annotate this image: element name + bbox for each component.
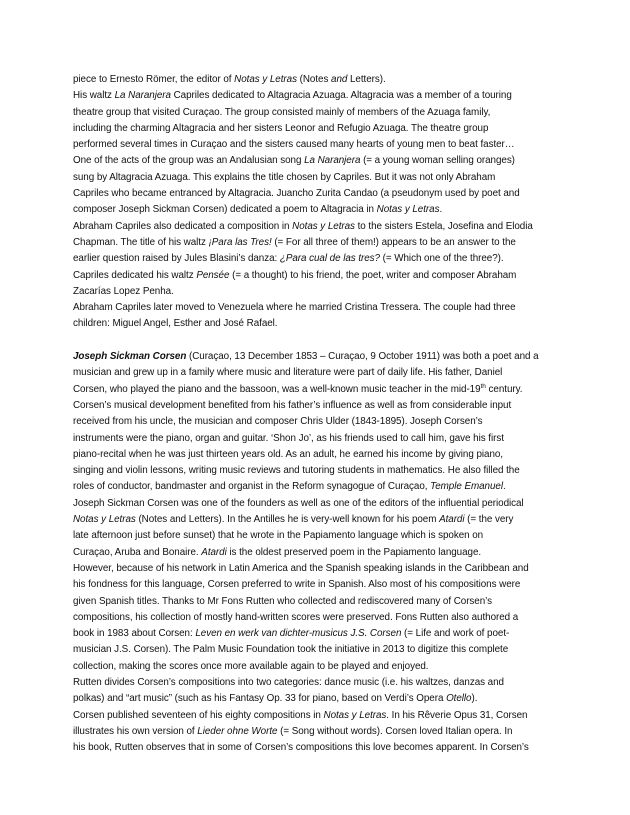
text-segment: roles of conductor, bandmaster and organist in the Reform synagogue of Curaçao, — [73, 481, 431, 493]
italic-title-text: La Naranjera — [304, 155, 361, 167]
text-segment: Corsen published seventeen of his eighty compositions in — [73, 709, 324, 721]
text-segment: . — [439, 204, 443, 216]
text-segment: Corsen, who played the piano and the bassoon, was a well-known music teacher in the mid-19 — [73, 383, 481, 395]
superscript-text: th — [480, 382, 486, 390]
text-line — [73, 512, 551, 528]
text-line — [73, 740, 551, 756]
text-segment: Letters). — [347, 74, 386, 85]
text-line — [73, 137, 551, 153]
text-segment: to the sisters Estela, Josefina and Elodia — [354, 220, 533, 232]
person-name-heading: Joseph Sickman Corsen — [73, 351, 187, 363]
text-segment: (= Which one of the three?). — [379, 253, 504, 265]
text-line — [73, 414, 551, 430]
text-line — [73, 284, 551, 300]
italic-title-text: Otello — [446, 693, 472, 705]
italic-title-text: Pensée — [196, 269, 230, 281]
text-line — [73, 121, 551, 137]
text-segment: instruments were the piano, organ and guitar. ‘Shon Jo’, as his friends used to call him, gave his first — [73, 432, 504, 444]
text-line — [73, 153, 551, 169]
text-segment: Capriles who became entranced by Altagracia. Juancho Zurita Candao (a pseudonym used by poet and — [73, 188, 520, 200]
text-segment: children: Miguel Angel, Esther and José Rafael. — [73, 318, 278, 330]
text-segment: (= the very — [464, 514, 514, 526]
text-line — [73, 594, 551, 610]
text-segment: theatre group that visited Curaçao. The group consisted mainly of members of the Azuaga family, — [73, 106, 491, 118]
text-segment: His waltz — [73, 90, 115, 102]
text-segment: However, because of his network in Latin America and the Spanish speaking islands in the Caribbean and — [73, 562, 529, 574]
text-segment: Rutten divides Corsen’s compositions into two categories: dance music (i.e. his waltzes, danzas and — [73, 676, 504, 688]
text-line — [73, 545, 551, 561]
text-segment: (Notes — [296, 74, 332, 85]
text-segment: including the charming Altagracia and her sisters Leonor and Refugio Azuaga. The theatre group — [73, 122, 489, 134]
text-line — [73, 219, 551, 235]
text-line — [73, 610, 551, 626]
text-segment: (Curaçao, 13 December 1853 – Curaçao, 9 October 1911) was both a poet and a — [186, 351, 539, 363]
text-segment: Curaçao, Aruba and Bonaire. — [73, 546, 202, 558]
text-segment: his book, Rutten observes that in some of Corsen’s compositions this love becomes apparent. In Corsen’s — [73, 742, 529, 754]
text-line — [73, 300, 551, 316]
text-segment: Abraham Capriles also dedicated a composition in — [73, 220, 293, 232]
italic-title-text: Notas y Letras — [73, 514, 136, 526]
text-segment: illustrates his own version of — [73, 725, 198, 737]
text-line — [73, 496, 551, 512]
text-segment: (= a thought) to his friend, the poet, writer and composer Abraham — [229, 269, 517, 281]
text-line — [73, 105, 551, 121]
paragraph-spacer — [73, 333, 551, 349]
text-segment: singing and violin lessons, writing music reviews and tutoring students in mathematics. He also filled the — [73, 465, 520, 477]
text-segment: piano-recital when he was just thirteen years old. As an adult, he earned his income by giving piano, — [73, 448, 503, 460]
italic-title-text: Leven en werk van dichter-musicus J.S. Corsen — [195, 628, 402, 640]
text-segment: (= Life and work of poet- — [401, 628, 510, 640]
text-segment: Zacarías Lopez Penha. — [73, 285, 174, 297]
italic-title-text: Atardi — [439, 514, 465, 526]
text-segment: received from his uncle, the musician and composer Chris Ulder (1843-1895). Joseph Corsen’s — [73, 416, 483, 428]
text-segment: Corsen’s musical development benefited from his father’s influence as well as from considerable input — [73, 399, 512, 411]
italic-title-text: and — [331, 74, 348, 85]
italic-title-text: Temple Emanuel — [430, 481, 503, 493]
text-segment: compositions, his collection of mostly hand-written scores were preserved. Fons Rutten also authored a — [73, 611, 519, 623]
text-line — [73, 202, 551, 218]
text-segment: book in 1983 about Corsen: — [73, 628, 196, 640]
text-segment: collection, making the scores once more available again to be played and enjoyed. — [73, 660, 429, 672]
text-line — [73, 642, 551, 658]
italic-title-text: Notas y Letras — [234, 74, 297, 85]
text-segment: One of the acts of the group was an Andalusian song — [73, 155, 305, 167]
text-segment: polkas) and “art music” (such as his Fantasy Op. 33 for piano, based on Verdi’s Opera — [73, 693, 447, 705]
text-line — [73, 186, 551, 202]
text-line — [73, 708, 551, 724]
text-segment: piece to Ernesto Römer, the editor of — [73, 74, 235, 85]
italic-title-text: ¡Para las Tres! — [208, 236, 272, 248]
italic-title-text: Notas y Letras — [292, 220, 355, 232]
text-segment: musician J.S. Corsen). The Palm Music Foundation took the initiative in 2013 to digitize this complete — [73, 644, 509, 656]
text-line — [73, 675, 551, 691]
text-line — [73, 316, 551, 332]
text-segment: . In his Rêverie Opus 31, Corsen — [386, 709, 528, 721]
text-line — [73, 691, 551, 707]
text-segment: late afternoon just before sunset) that he wrote in the Papiamento language which is spoken on — [73, 530, 484, 542]
text-line — [73, 479, 551, 495]
body-text — [73, 72, 551, 756]
text-segment: . — [502, 481, 506, 493]
text-line — [73, 659, 551, 675]
text-line — [73, 268, 551, 284]
text-segment: century. — [485, 383, 523, 395]
text-segment: is the oldest preserved poem in the Papiamento language. — [226, 546, 482, 558]
text-line — [73, 382, 551, 398]
text-segment: (= a young woman selling oranges) — [360, 155, 515, 167]
text-line — [73, 235, 551, 251]
text-segment: his fondness for this language, Corsen preferred to write in Spanish. Also most of his compositions were — [73, 579, 521, 591]
text-line — [73, 431, 551, 447]
text-line — [73, 626, 551, 642]
text-segment: Chapman. The title of his waltz — [73, 236, 209, 248]
text-line — [73, 349, 551, 365]
text-segment: Capriles dedicated his waltz — [73, 269, 197, 281]
text-segment: Capriles dedicated to Altagracia Azuaga. Altagracia was a member of a touring — [170, 90, 512, 102]
text-line — [73, 724, 551, 740]
text-segment: given Spanish titles. Thanks to Mr Fons Rutten who collected and rediscovered many of Corsen’s — [73, 595, 492, 607]
text-line — [73, 447, 551, 463]
text-line — [73, 72, 551, 88]
text-segment: composer Joseph Sickman Corsen) dedicated a poem to Altagracia in — [73, 204, 377, 216]
text-segment: (= Song without words). Corsen loved Italian opera. In — [277, 725, 513, 737]
text-segment: Abraham Capriles later moved to Venezuela where he married Cristina Tressera. The couple had three — [73, 302, 516, 314]
text-line — [73, 528, 551, 544]
text-line — [73, 251, 551, 267]
text-line — [73, 365, 551, 381]
text-segment: Joseph Sickman Corsen was one of the founders as well as one of the editors of the influential periodical — [73, 497, 524, 509]
italic-title-text: La Naranjera — [114, 90, 171, 102]
italic-title-text: ¿Para cual de las tres? — [279, 253, 380, 265]
text-line — [73, 88, 551, 104]
text-segment: (Notes and Letters). In the Antilles he is very-well known for his poem — [135, 514, 440, 526]
italic-title-text: Atardi — [201, 546, 227, 558]
italic-title-text: Notas y Letras — [376, 204, 440, 216]
text-segment: ). — [471, 693, 478, 705]
italic-title-text: Lieder ohne Worte — [197, 725, 278, 737]
text-segment: musician and grew up in a family where music and literature were part of daily life. His father, Daniel — [73, 367, 503, 379]
text-segment: sung by Altagracia Azuaga. This explains the title chosen by Capriles. But it was not only Abraham — [73, 171, 496, 183]
text-segment: (= For all three of them!) appears to be an answer to the — [271, 236, 516, 248]
italic-title-text: Notas y Letras — [323, 709, 387, 721]
text-line — [73, 561, 551, 577]
text-segment: performed several times in Curaçao and the sisters caused many hearts of young men to beat faster… — [73, 139, 515, 151]
text-segment: earlier question raised by Jules Blasini’s danza: — [73, 253, 280, 265]
text-line — [73, 170, 551, 186]
text-line — [73, 398, 551, 414]
text-line — [73, 463, 551, 479]
text-line — [73, 577, 551, 593]
